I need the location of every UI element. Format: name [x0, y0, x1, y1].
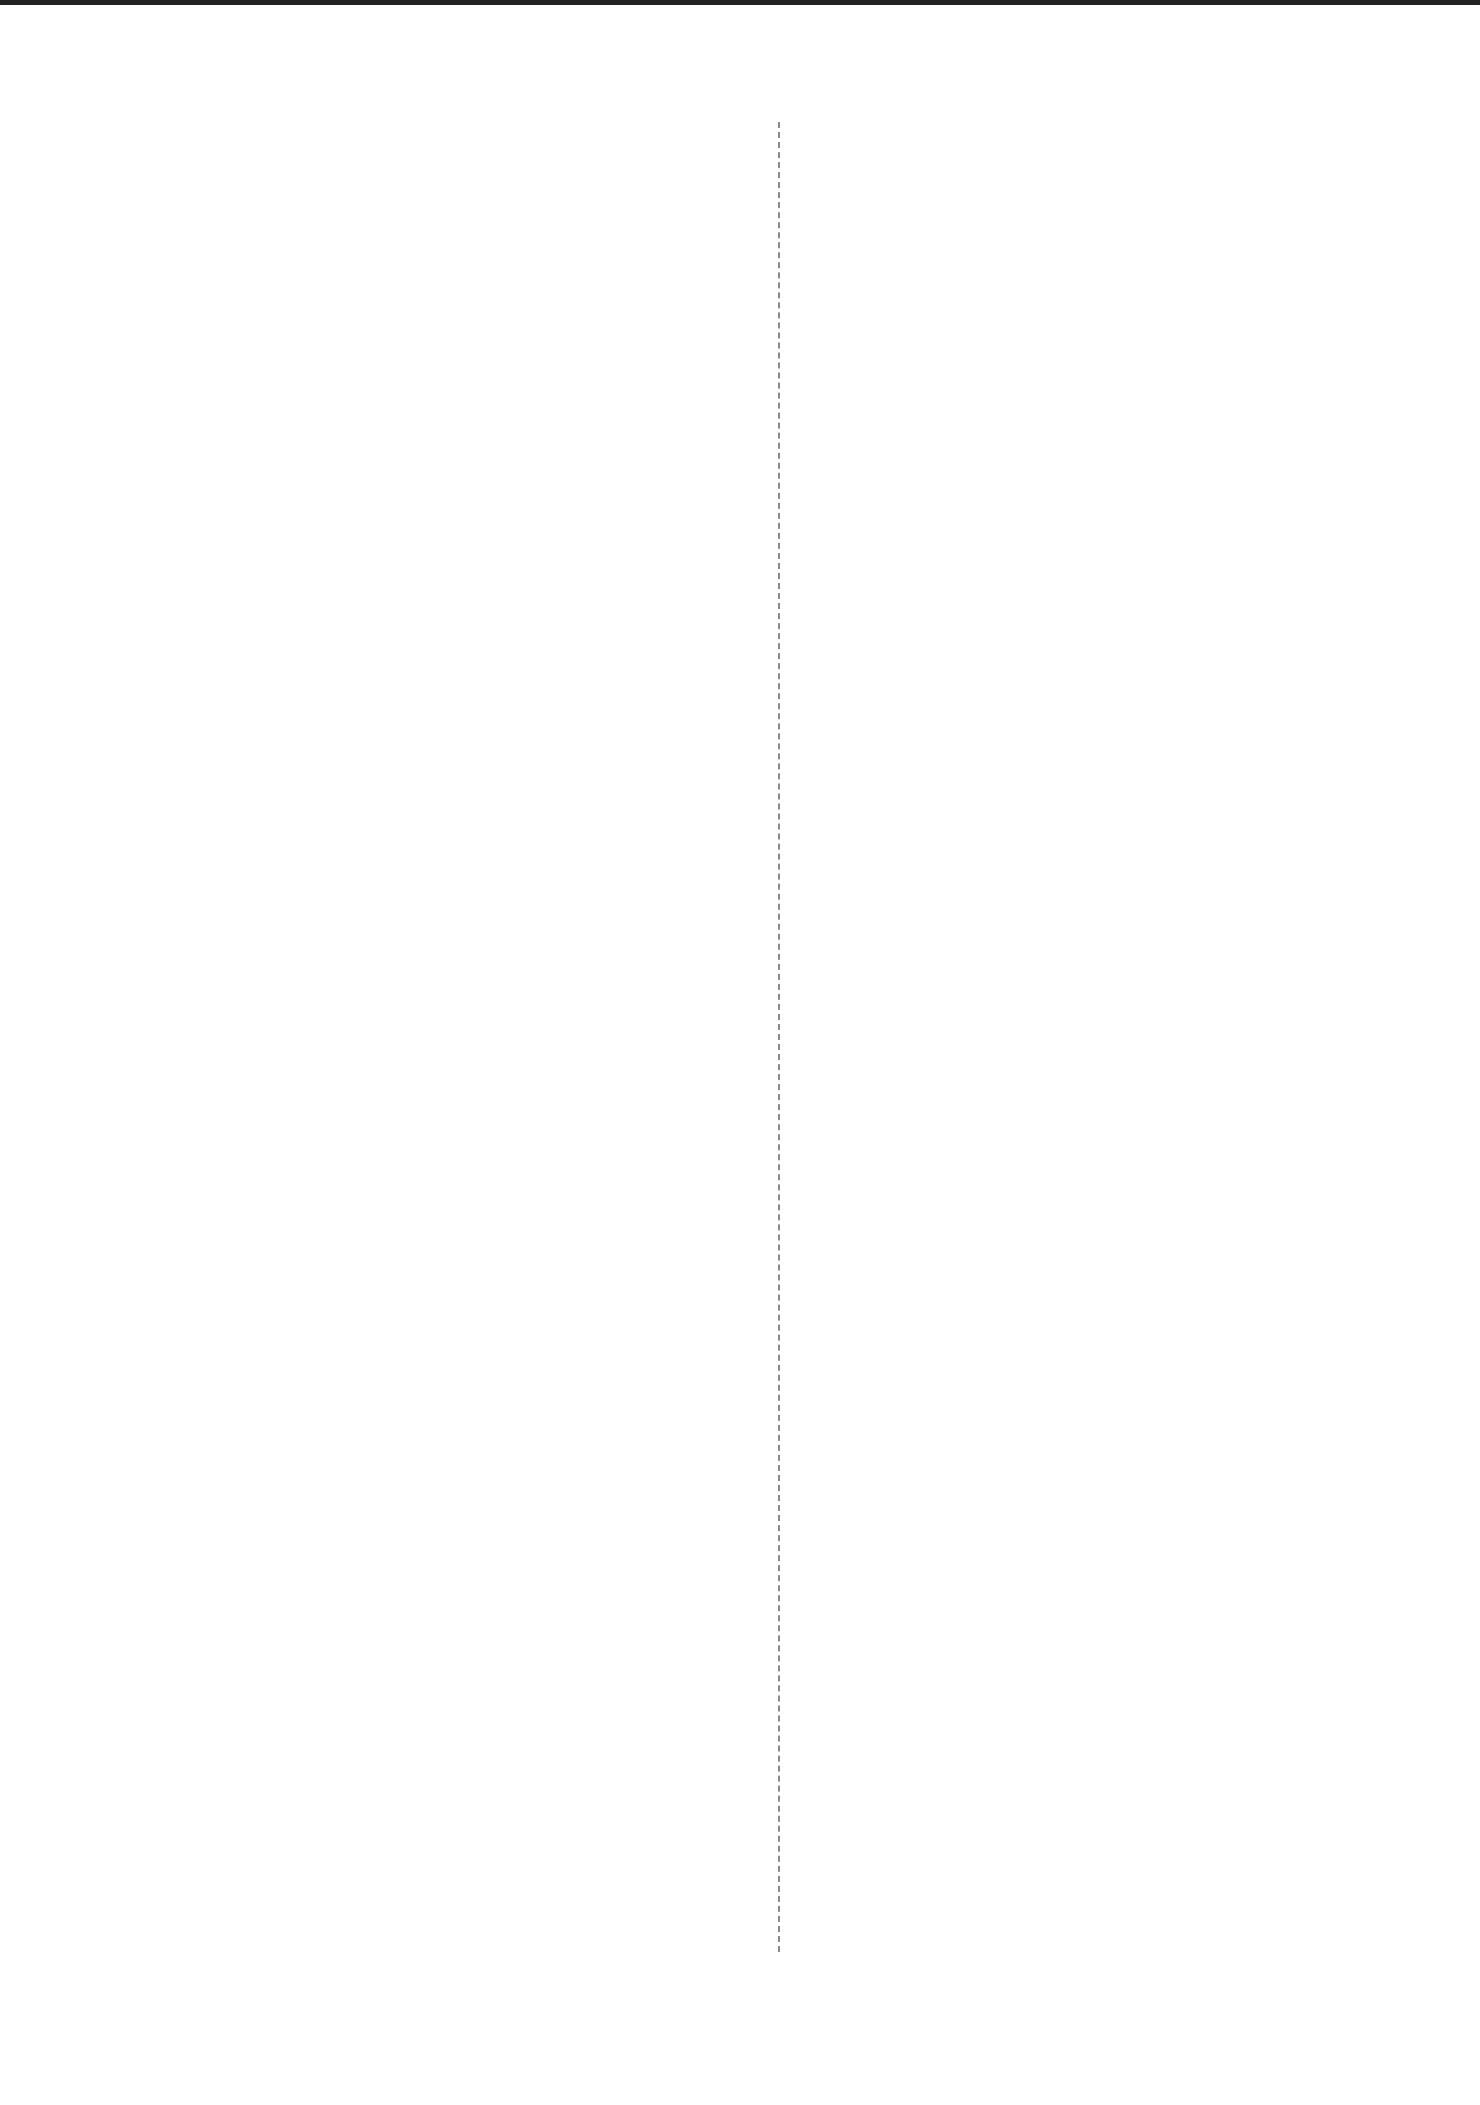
section-title	[796, 126, 1416, 176]
left-column	[140, 108, 760, 722]
answer-row	[140, 410, 760, 452]
subsection-heading	[140, 368, 760, 410]
answer-row	[140, 326, 760, 368]
column-divider	[778, 122, 780, 1952]
right-column	[796, 108, 1416, 202]
section-title	[140, 578, 760, 628]
page-title	[140, 108, 760, 168]
section-title	[140, 650, 760, 700]
subsection-label	[140, 284, 760, 326]
subsection-heading	[140, 452, 760, 494]
subsection-heading	[140, 242, 760, 284]
section-title	[140, 506, 760, 556]
top-rule	[0, 0, 1480, 5]
section-grammar-choice	[140, 242, 760, 494]
section-title	[140, 170, 760, 220]
